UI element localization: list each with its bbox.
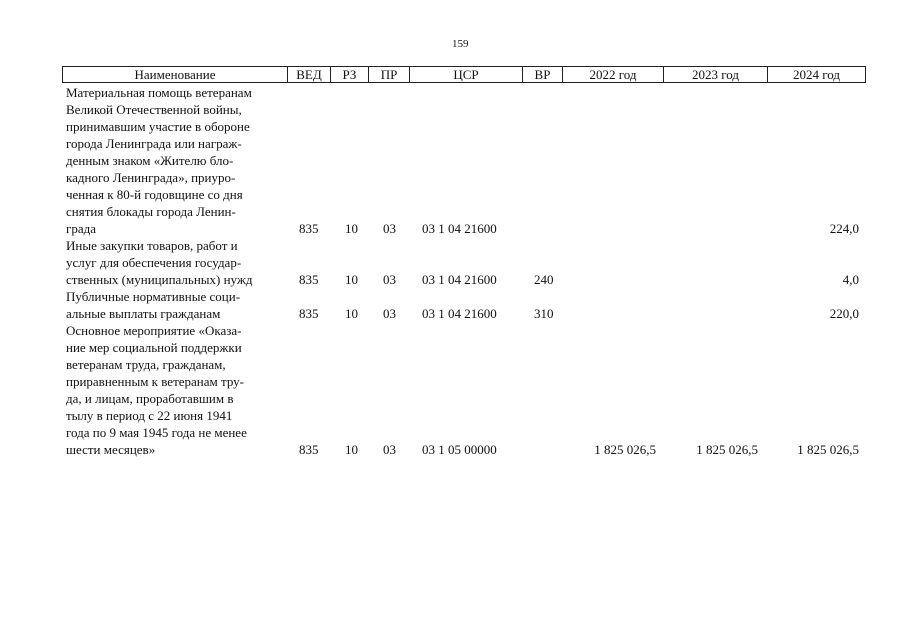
row-2022: 1 825 026,5 xyxy=(594,442,656,457)
row-ved: 835 xyxy=(299,221,319,236)
header-name: Наименование xyxy=(63,67,288,82)
row-2024: 224,0 xyxy=(829,221,859,236)
row-2024: 1 825 026,5 xyxy=(797,442,859,457)
row-csr: 03 1 04 21600 xyxy=(422,221,497,236)
row-vr: 240 xyxy=(534,272,554,287)
row-2023: 1 825 026,5 xyxy=(696,442,758,457)
row-rz: 10 xyxy=(345,221,358,236)
page-number: 159 xyxy=(452,38,469,50)
row-2024: 220,0 xyxy=(829,306,859,321)
table-header xyxy=(62,66,866,83)
row-ved: 835 xyxy=(299,442,319,457)
row-pr: 03 xyxy=(383,221,396,236)
row-csr: 03 1 04 21600 xyxy=(422,306,497,321)
row-ved: 835 xyxy=(299,306,319,321)
row-ved: 835 xyxy=(299,272,319,287)
row-pr: 03 xyxy=(383,442,396,457)
header-2023: 2023 год xyxy=(664,67,768,82)
header-rz: РЗ xyxy=(331,67,369,82)
row-csr: 03 1 04 21600 xyxy=(422,272,497,287)
row-rz: 10 xyxy=(345,442,358,457)
row-vr: 310 xyxy=(534,306,554,321)
header-pr: ПР xyxy=(369,67,410,82)
row-2024: 4,0 xyxy=(842,272,859,287)
row-pr: 03 xyxy=(383,306,396,321)
row-name: Материальная помощь ветеранам Великой Отечественной войны, принимавшим участие в обороне города Ленинграда или награж- денным знаком «Жителю бло- кадного Ленинграда», приуро- ченная к 80-й годовщине со дня снятия блокады города Ленин- града xyxy=(66,85,252,236)
header-csr: ЦСР xyxy=(410,67,523,82)
header-2022: 2022 год xyxy=(563,67,664,82)
header-vr: ВР xyxy=(523,67,563,82)
row-name: Основное мероприятие «Оказа- ние мер социальной поддержки ветеранам труда, гражданам, приравненным к ветеранам тру- да, и лицам, проработавшим в тылу в период с 22 июня 1941 года по 9 мая 1945 года не менее шести месяцев» xyxy=(66,323,247,457)
row-csr: 03 1 05 00000 xyxy=(422,442,497,457)
row-rz: 10 xyxy=(345,306,358,321)
row-name: Иные закупки товаров, работ и услуг для обеспечения государ- ственных (муниципальных) нужд xyxy=(66,238,253,287)
header-2024: 2024 год xyxy=(793,67,840,82)
row-name: Публичные нормативные соци- альные выплаты гражданам xyxy=(66,289,241,321)
header-ved: ВЕД xyxy=(288,67,331,82)
row-pr: 03 xyxy=(383,272,396,287)
row-rz: 10 xyxy=(345,272,358,287)
